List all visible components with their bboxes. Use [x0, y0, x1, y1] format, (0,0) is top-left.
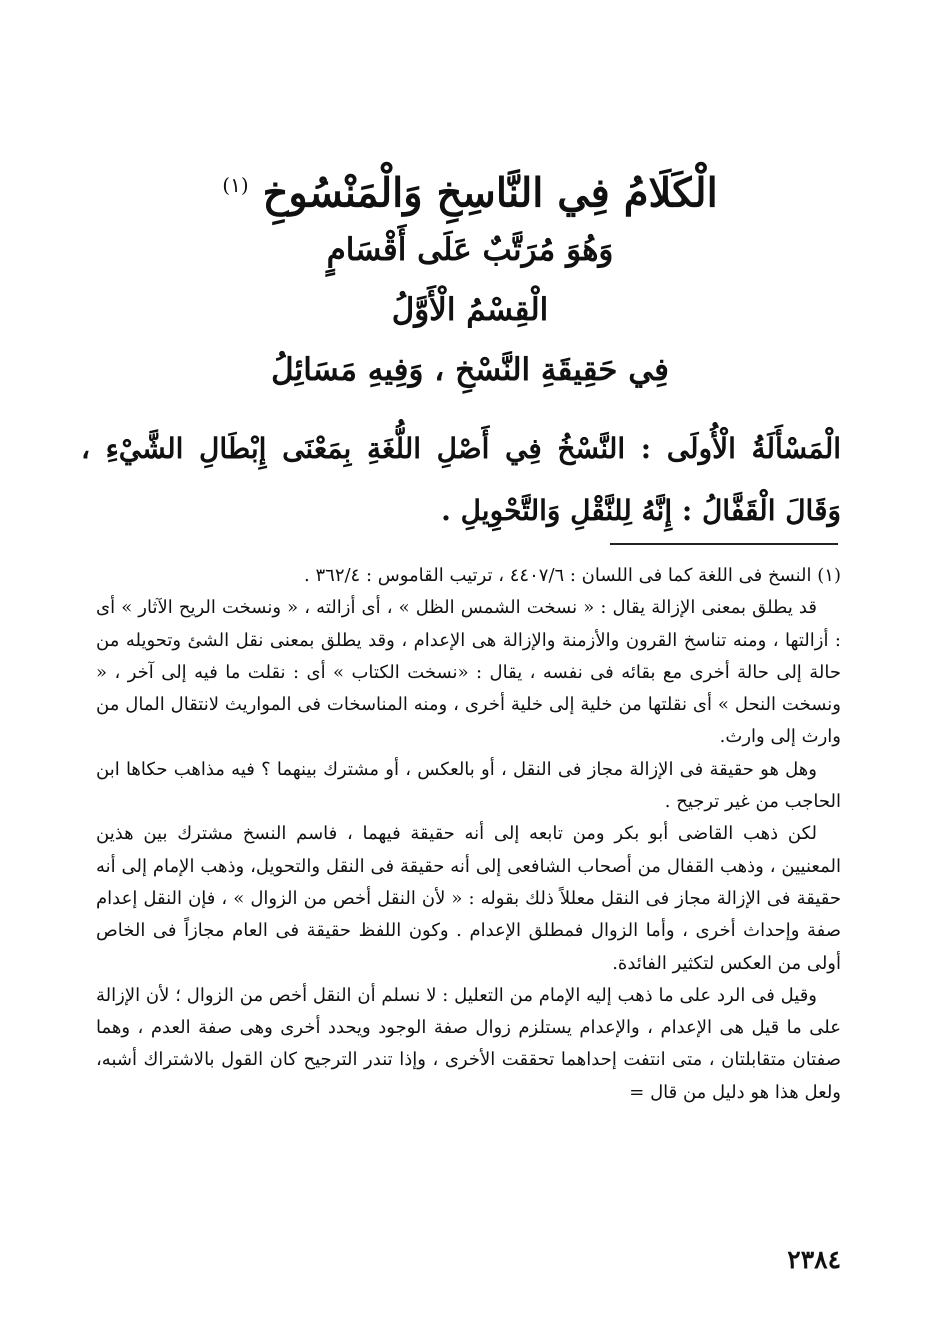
page-number: ٢٣٨٤: [787, 1245, 841, 1274]
footnote-paragraph-1: (١) النسخ فى اللغة كما فى اللسان : ٤٤٠٧/٦ ، ترتيب القاموس : ٣٦٢/٤ .: [304, 565, 841, 586]
footnote-reference: (١): [222, 173, 249, 197]
section-title: الْقِسْمُ الْأَوَّلُ: [391, 292, 549, 328]
chapter-subtitle: وَهُوَ مُرَتَّبٌ عَلَى أَقْسَامٍ: [326, 232, 614, 268]
headings-block: [150, 150, 790, 400]
footnote-paragraph-4: لكن ذهب القاضى أبو بكر ومن تابعه إلى أنه حقيقة فيهما ، فاسم النسخ مشترك بين هذين المعنيين ، وذهب القفال من أصحاب الشافعى إلى أنه حقيقة فى النقل والتحويل، وذهب الإمام إلى أنه حقيقة فى الإزالة مجاز فى النقل معللاً ذلك بقوله : « لأن النقل أخص من الزوال » ، فإن النقل إعدام صفة وإحداث أخرى ، وأما الزوال فمطلق الإعدام . وكون اللفظ حقيقة فى العام مجازاً فى الخاص أولى من العكس لتكثير الفائدة.: [96, 823, 841, 974]
chapter-title: [150, 150, 790, 220]
section-subtitle: فِي حَقِيقَةِ النَّسْخِ ، وَفِيهِ مَسَائِلُ: [271, 352, 669, 388]
chapter-title-text: الْكَلَامُ فِي النَّاسِخِ وَالْمَنْسُوخِ: [262, 169, 718, 217]
footnote-paragraph-5: وقيل فى الرد على ما ذهب إليه الإمام من التعليل : لا نسلم أن النقل أخص من الزوال ؛ لأن الإزالة على ما قيل هى الإعدام ، والإعدام يستلزم زوال صفة الوجود ويحدد أخرى وهى صفة العدم ، وهما صفتان متقابلتان ، متى انتفت إحداهما تحققت الأخرى ، وإذا تندر الترجيح كان القول بالاشتراك أشبه، ولعل هذا هو دليل من قال =: [96, 984, 841, 1103]
footnote-separator: [610, 543, 838, 545]
first-question-text: الْمَسْأَلَةُ الْأُولَى : النَّسْخُ فِي أَصْلِ اللُّغَةِ بِمَعْنَى إِبْطَالِ الشَّيْءِ ، وَقَالَ الْقَفَّالُ : إِنَّهُ لِلنَّقْلِ وَالتَّحْوِيلِ .: [81, 432, 841, 527]
footnotes-block: [96, 560, 841, 1109]
footnote-paragraph-2: قد يطلق بمعنى الإزالة يقال : « نسخت الشمس الظل » ، أى أزالته ، « ونسخت الريح الآثار » أى : أزالتها ، ومنه تناسخ القرون والأزمنة والإزالة هى الإعدام ، وقد يطلق بمعنى نقل الشئ وتحويله من حالة إلى حالة أخرى مع بقائه فى نفسه ، يقال : «نسخت الكتاب » أى : نقلت ما فيه إلى آخر ، « ونسخت النحل » أى نقلتها من خلية إلى خلية أخرى ، ومنه المناسخات فى المواريث لانتقال المال من وارث إلى وارث.: [96, 597, 841, 748]
footnote-paragraph-3: وهل هو حقيقة فى الإزالة مجاز فى النقل ، أو بالعكس ، أو مشترك بينهما ؟ فيه مذاهب حكاها ابن الحاجب من غير ترجيح .: [96, 758, 841, 813]
